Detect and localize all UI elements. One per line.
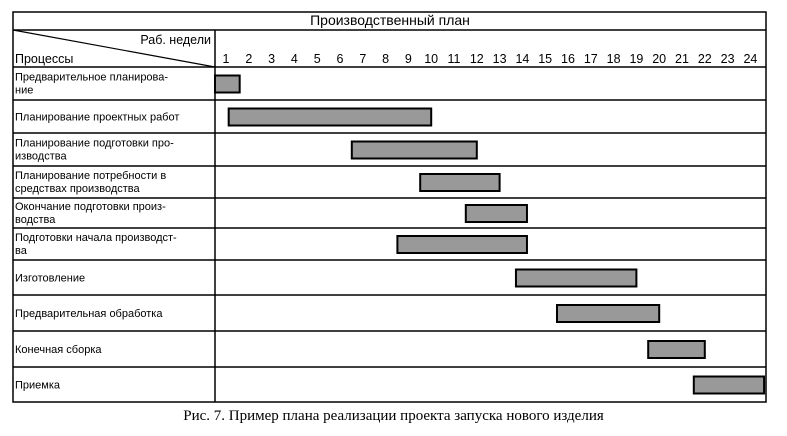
- week-tick-label: 5: [313, 52, 321, 66]
- task-bar: [516, 270, 636, 287]
- week-tick-label: 18: [606, 52, 621, 66]
- week-tick-label: 1: [222, 52, 230, 66]
- week-tick-label: 22: [697, 52, 712, 66]
- week-tick-label: 2: [245, 52, 253, 66]
- week-tick-label: 15: [538, 52, 553, 66]
- task-bar: [352, 142, 477, 159]
- task-label: Планирование проектных работ: [15, 111, 180, 124]
- task-bar: [648, 341, 705, 358]
- chart-title: Производственный план: [310, 12, 470, 28]
- task-label: Планирование подготовки про-: [15, 137, 174, 150]
- task-bar: [557, 305, 659, 322]
- task-bar: [694, 377, 764, 394]
- week-tick-label: 10: [424, 52, 439, 66]
- week-tick-labels: [223, 52, 758, 66]
- week-tick-label: 20: [652, 52, 667, 66]
- week-tick-label: 16: [561, 52, 575, 66]
- task-label: ва: [15, 245, 27, 257]
- task-label: водства: [15, 214, 56, 226]
- task-bar: [466, 205, 527, 222]
- week-tick-label: 17: [583, 52, 598, 66]
- week-tick-label: 7: [359, 52, 367, 66]
- process-rows: [13, 72, 766, 394]
- task-label: Предварительное планирова-: [15, 71, 169, 84]
- task-bar: [229, 109, 432, 126]
- figure-caption: Рис. 7. Пример плана реализации проекта запуска нового изделия: [183, 408, 604, 424]
- week-tick-label: 6: [336, 52, 344, 66]
- week-tick-label: 21: [675, 52, 689, 66]
- week-tick-label: 4: [290, 52, 298, 66]
- task-label: Приемка: [15, 379, 61, 392]
- task-label: Предварительная обработка: [15, 308, 163, 320]
- week-tick-label: 11: [447, 52, 461, 66]
- task-label: Планирование потребности в: [15, 170, 167, 182]
- row-header-label: Процессы: [15, 52, 74, 66]
- week-tick-label: 8: [382, 52, 390, 66]
- task-bar: [215, 76, 240, 93]
- task-label: Окончание подготовки произ-: [15, 201, 166, 213]
- task-bar: [397, 236, 527, 253]
- week-tick-label: 13: [492, 52, 507, 66]
- task-label: Конечная сборка: [15, 344, 102, 356]
- column-header-label: Раб. недели: [140, 33, 211, 47]
- task-label: ние: [15, 84, 34, 97]
- task-bar: [420, 174, 499, 191]
- week-tick-label: 3: [268, 52, 276, 66]
- week-tick-label: 12: [469, 52, 484, 66]
- week-tick-label: 23: [720, 52, 735, 66]
- week-tick-label: 24: [743, 52, 758, 66]
- week-tick-label: 14: [515, 52, 530, 66]
- week-tick-label: 9: [404, 52, 412, 66]
- task-label: средствах производства: [15, 183, 140, 195]
- task-label: Изготовление: [15, 272, 86, 285]
- week-tick-label: 19: [629, 52, 644, 66]
- task-label: изводства: [15, 150, 67, 163]
- task-label: Подготовки начала производст-: [15, 232, 177, 244]
